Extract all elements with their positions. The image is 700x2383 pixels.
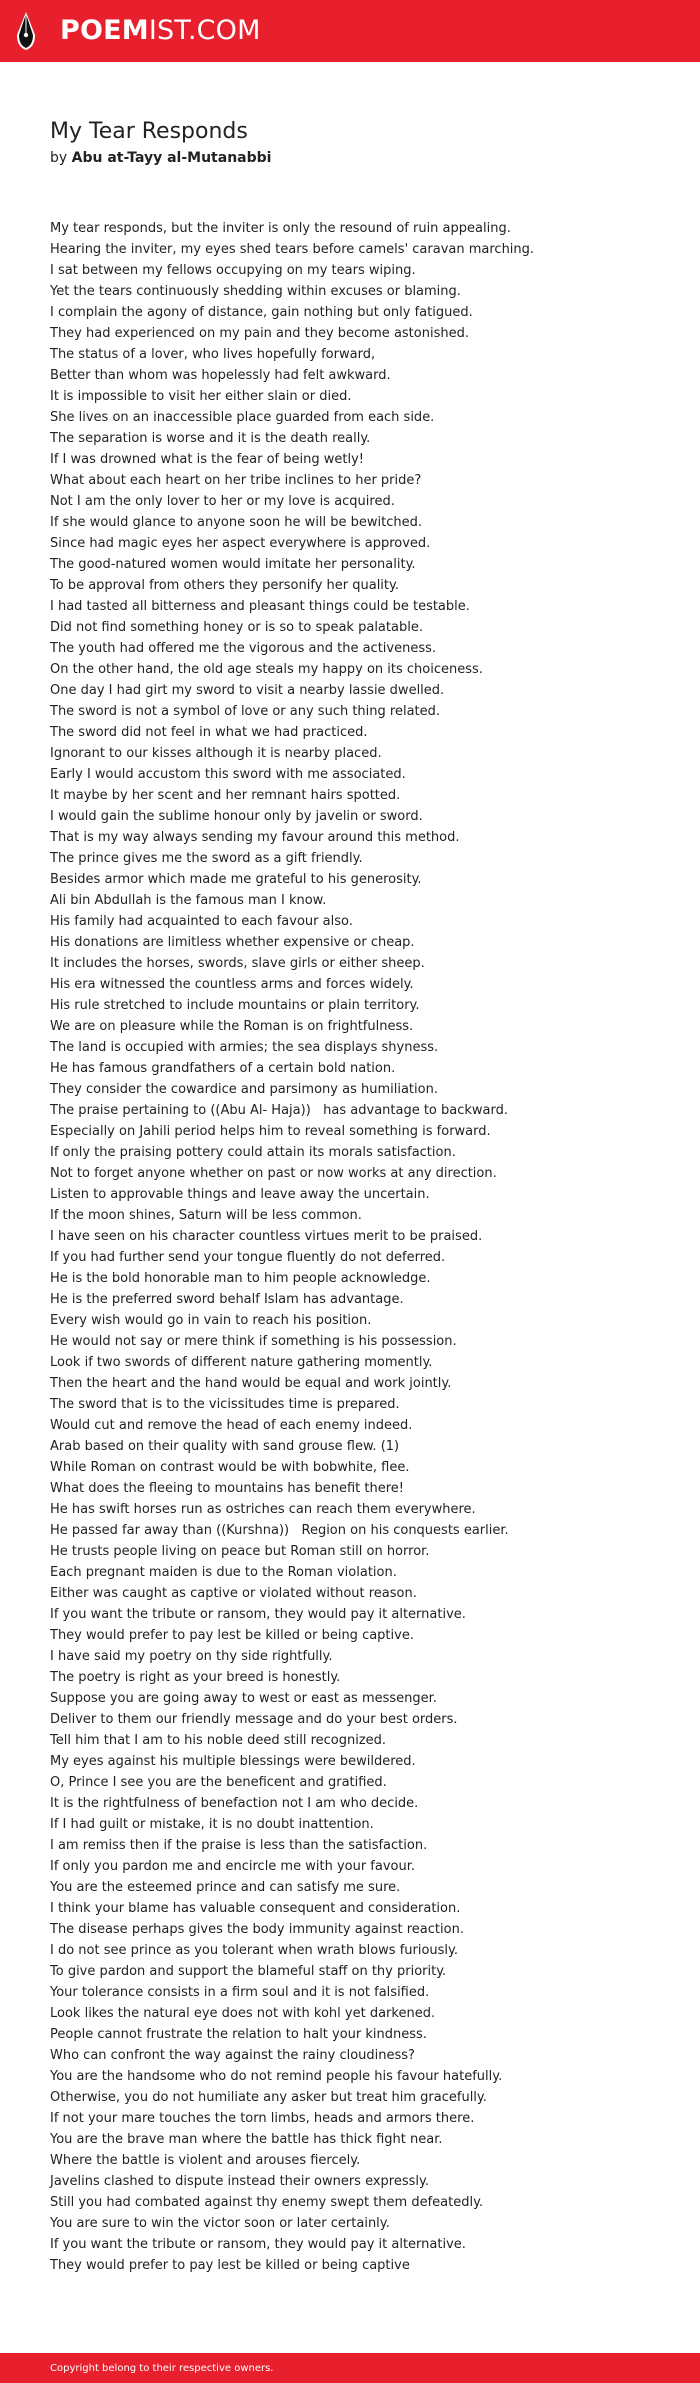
poem-line: Look likes the natural eye does not with kohl yet darkened. <box>50 2006 436 2021</box>
byline <box>50 148 271 168</box>
poem-line: The sword that is to the vicissitudes time is prepared. <box>50 1397 400 1412</box>
poem-line: Then the heart and the hand would be equal and work jointly. <box>50 1376 452 1391</box>
poem-line: My eyes against his multiple blessings were bewildered. <box>50 1754 416 1769</box>
poem-line: He has swift horses run as ostriches can reach them everywhere. <box>50 1502 476 1517</box>
poem-line: His era witnessed the countless arms and forces widely. <box>50 977 414 992</box>
poem-line: If you want the tribute or ransom, they would pay it alternative. <box>50 2237 466 2252</box>
poem-line: You are the handsome who do not remind people his favour hatefully. <box>50 2069 503 2084</box>
poem-line: The youth had offered me the vigorous and the activeness. <box>50 641 437 656</box>
poem-line: They would prefer to pay lest be killed or being captive <box>50 2258 410 2273</box>
poem-line: His rule stretched to include mountains or plain territory. <box>50 998 420 1013</box>
poem-line: O, Prince I see you are the beneficent and gratified. <box>50 1775 387 1790</box>
poem-body <box>50 218 670 2276</box>
poem-line: The sword is not a symbol of love or any such thing related. <box>50 704 441 719</box>
poem-line: Did not find something honey or is so to speak palatable. <box>50 620 423 635</box>
poem-line: The sword did not feel in what we had practiced. <box>50 725 368 740</box>
poem-line: Since had magic eyes her aspect everywhere is approved. <box>50 536 431 551</box>
poem-line: Not to forget anyone whether on past or now works at any direction. <box>50 1166 497 1181</box>
poem-line: The good-natured women would imitate her personality. <box>50 557 416 572</box>
poem-line: The land is occupied with armies; the sea displays shyness. <box>50 1040 439 1055</box>
poem-line: Deliver to them our friendly message and do your best orders. <box>50 1712 458 1727</box>
poem-line: Still you had combated against thy enemy swept them defeatedly. <box>50 2195 484 2210</box>
poem-line: Besides armor which made me grateful to his generosity. <box>50 872 422 887</box>
logo-light-text: IST.COM <box>148 15 261 46</box>
poem-line: One day I had girt my sword to visit a nearby lassie dwelled. <box>50 683 445 698</box>
poem-line: Listen to approvable things and leave away the uncertain. <box>50 1187 430 1202</box>
author-name[interactable]: Abu at-Tayy al-Mutanabbi <box>71 150 272 166</box>
poem-line: Yet the tears continuously shedding within excuses or blaming. <box>50 284 461 299</box>
poem-line: Arab based on their quality with sand grouse flew. (1) <box>50 1439 400 1454</box>
poem-line: The poetry is right as your breed is honestly. <box>50 1670 341 1685</box>
poem-line: To be approval from others they personify her quality. <box>50 578 399 593</box>
poem-line: I had tasted all bitterness and pleasant things could be testable. <box>50 599 470 614</box>
poem-line: My tear responds, but the inviter is only the resound of ruin appealing. <box>50 221 511 236</box>
poem-line: Especially on Jahili period helps him to reveal something is forward. <box>50 1124 491 1139</box>
poem-line: His family had acquainted to each favour also. <box>50 914 353 929</box>
poem-line: I do not see prince as you tolerant when wrath blows furiously. <box>50 1943 459 1958</box>
poem-line: He is the preferred sword behalf Islam has advantage. <box>50 1292 404 1307</box>
logo-bold-text: POEM <box>60 15 149 46</box>
poem-line: I think your blame has valuable consequent and consideration. <box>50 1901 461 1916</box>
poem-line: Otherwise, you do not humiliate any asker but treat him gracefully. <box>50 2090 487 2105</box>
poem-line: His donations are limitless whether expensive or cheap. <box>50 935 415 950</box>
poem-line: Early I would accustom this sword with me associated. <box>50 767 406 782</box>
pen-nib-icon <box>16 11 36 51</box>
poem-line: If the moon shines, Saturn will be less common. <box>50 1208 362 1223</box>
poem-line: What about each heart on her tribe inclines to her pride? <box>50 473 422 488</box>
site-logo[interactable] <box>60 14 261 48</box>
poem-line: They would prefer to pay lest be killed or being captive. <box>50 1628 414 1643</box>
poem-line: Javelins clashed to dispute instead their owners expressly. <box>50 2174 429 2189</box>
poem-line: Either was caught as captive or violated without reason. <box>50 1586 417 1601</box>
poem-line: Not I am the only lover to her or my love is acquired. <box>50 494 395 509</box>
poem-line: The disease perhaps gives the body immunity against reaction. <box>50 1922 464 1937</box>
poem-line: If you want the tribute or ransom, they would pay it alternative. <box>50 1607 466 1622</box>
poem-line: I have said my poetry on thy side rightfully. <box>50 1649 333 1664</box>
poem-line: It includes the horses, swords, slave girls or either sheep. <box>50 956 425 971</box>
poem-line: He is the bold honorable man to him people acknowledge. <box>50 1271 431 1286</box>
poem-line: That is my way always sending my favour around this method. <box>50 830 460 845</box>
poem-line: It maybe by her scent and her remnant hairs spotted. <box>50 788 401 803</box>
header-bar <box>0 0 700 62</box>
poem-line: Ali bin Abdullah is the famous man I know. <box>50 893 327 908</box>
poem-line: To give pardon and support the blameful staff on thy priority. <box>50 1964 447 1979</box>
poem-line: I sat between my fellows occupying on my tears wiping. <box>50 263 416 278</box>
poem-line: I am remiss then if the praise is less than the satisfaction. <box>50 1838 428 1853</box>
poem-line: It is the rightfulness of benefaction not I am who decide. <box>50 1796 419 1811</box>
poem-line: Every wish would go in vain to reach his position. <box>50 1313 372 1328</box>
poem-line: On the other hand, the old age steals my happy on its choiceness. <box>50 662 483 677</box>
poem-line: Your tolerance consists in a firm soul and it is not falsified. <box>50 1985 430 2000</box>
poem-line: If you had further send your tongue fluently do not deferred. <box>50 1250 446 1265</box>
poem-line: Ignorant to our kisses although it is nearby placed. <box>50 746 382 761</box>
poem-line: Better than whom was hopelessly had felt awkward. <box>50 368 391 383</box>
poem-line: If I had guilt or mistake, it is no doubt inattention. <box>50 1817 374 1832</box>
poem-line: They consider the cowardice and parsimony as humiliation. <box>50 1082 438 1097</box>
poem-line: It is impossible to visit her either slain or died. <box>50 389 352 404</box>
poem-line: Look if two swords of different nature gathering momently. <box>50 1355 433 1370</box>
poem-line: He passed far away than ((Kurshna)) Region on his conquests earlier. <box>50 1523 509 1538</box>
poem-line: Suppose you are going away to west or east as messenger. <box>50 1691 437 1706</box>
poem-line: If only the praising pottery could attain its morals satisfaction. <box>50 1145 456 1160</box>
poem-line: He has famous grandfathers of a certain bold nation. <box>50 1061 396 1076</box>
poem-line: Hearing the inviter, my eyes shed tears before camels' caravan marching. <box>50 242 535 257</box>
copyright-text: Copyright belong to their respective owners. <box>50 2363 274 2374</box>
poem-line: Who can confront the way against the rainy cloudiness? <box>50 2048 415 2063</box>
poem-line: If only you pardon me and encircle me with your favour. <box>50 1859 416 1874</box>
poem-line: She lives on an inaccessible place guarded from each side. <box>50 410 435 425</box>
poem-line: I complain the agony of distance, gain nothing but only fatigued. <box>50 305 473 320</box>
poem-line: People cannot frustrate the relation to halt your kindness. <box>50 2027 427 2042</box>
poem-line: You are the brave man where the battle has thick fight near. <box>50 2132 443 2147</box>
poem-line: The prince gives me the sword as a gift friendly. <box>50 851 363 866</box>
poem-line: We are on pleasure while the Roman is on frightfulness. <box>50 1019 414 1034</box>
poem-line: He trusts people living on peace but Roman still on horror. <box>50 1544 430 1559</box>
poem-line: If not your mare touches the torn limbs, heads and armors there. <box>50 2111 475 2126</box>
poem-line: The status of a lover, who lives hopefully forward, <box>50 347 376 362</box>
poem-line: If she would glance to anyone soon he will be bewitched. <box>50 515 423 530</box>
poem-line: The praise pertaining to ((Abu Al- Haja)) has advantage to backward. <box>50 1103 509 1118</box>
by-label: by <box>50 150 68 166</box>
poem-line: If I was drowned what is the fear of being wetly! <box>50 452 364 467</box>
poem-line: I would gain the sublime honour only by javelin or sword. <box>50 809 423 824</box>
footer-bar <box>0 2353 700 2383</box>
poem-line: He would not say or mere think if something is his possession. <box>50 1334 457 1349</box>
poem-line: Where the battle is violent and arouses fiercely. <box>50 2153 361 2168</box>
poem-line: Would cut and remove the head of each enemy indeed. <box>50 1418 413 1433</box>
poem-line: I have seen on his character countless virtues merit to be praised. <box>50 1229 483 1244</box>
poem-line: You are sure to win the victor soon or later certainly. <box>50 2216 390 2231</box>
poem-title: My Tear Responds <box>50 119 248 144</box>
poem-line: They had experienced on my pain and they become astonished. <box>50 326 469 341</box>
poem-line: While Roman on contrast would be with bobwhite, flee. <box>50 1460 410 1475</box>
poem-line: Each pregnant maiden is due to the Roman violation. <box>50 1565 397 1580</box>
poem-line: You are the esteemed prince and can satisfy me sure. <box>50 1880 401 1895</box>
poem-line: What does the fleeing to mountains has benefit there! <box>50 1481 405 1496</box>
poem-line: Tell him that I am to his noble deed still recognized. <box>50 1733 387 1748</box>
poem-line: The separation is worse and it is the death really. <box>50 431 371 446</box>
